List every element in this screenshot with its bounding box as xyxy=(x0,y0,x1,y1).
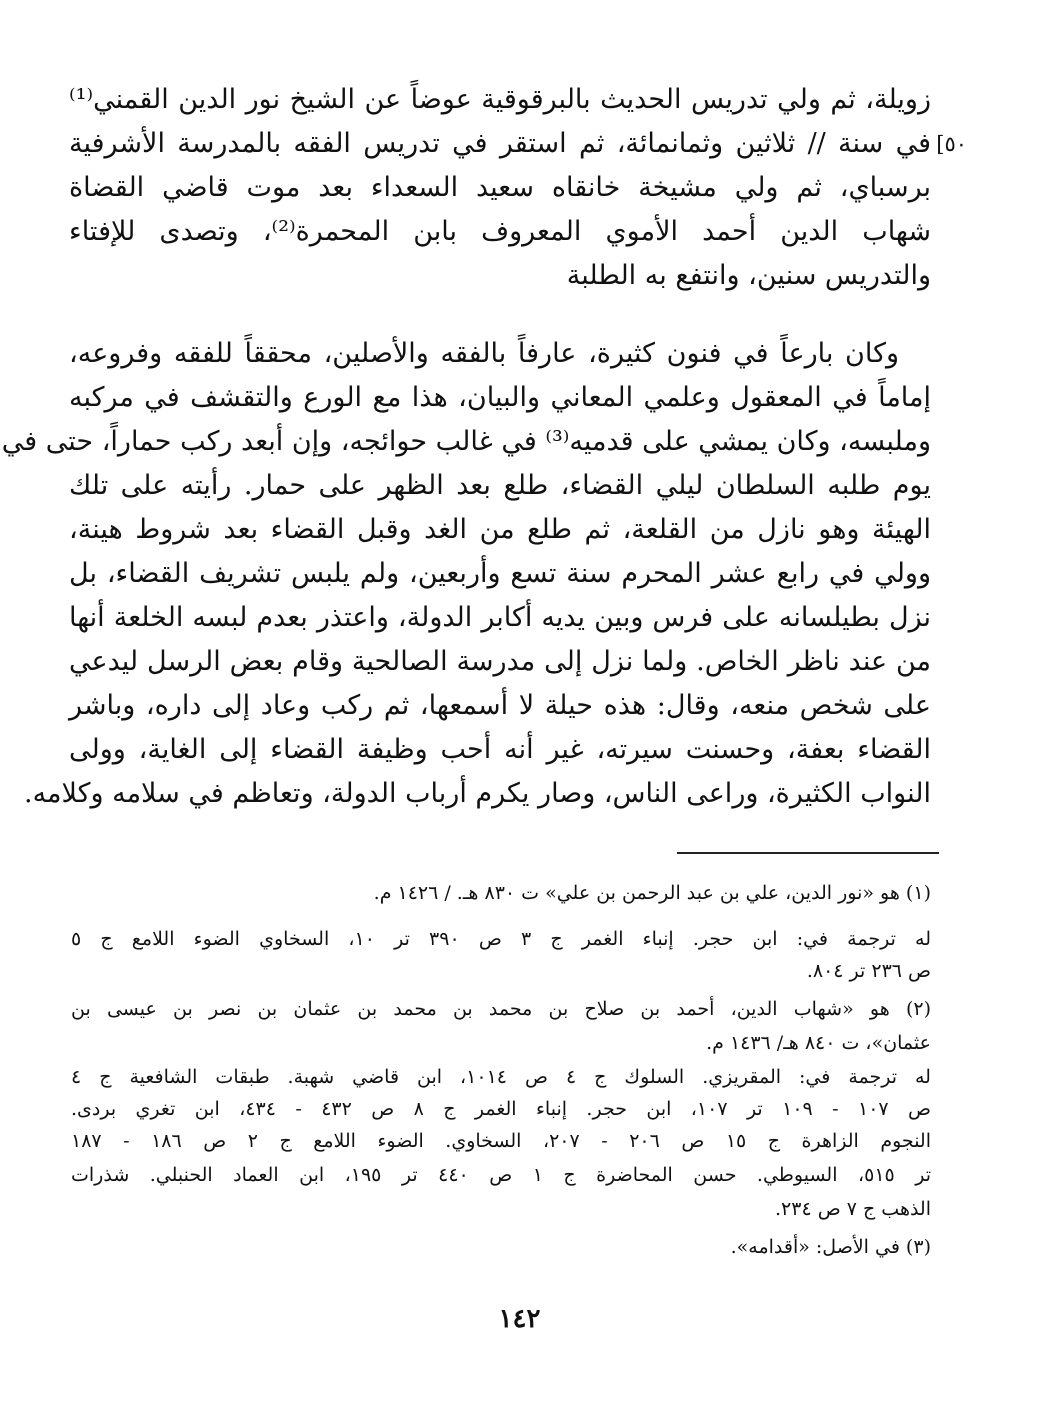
text-line: على شخص منعه، وقال: هذه حيلة لا أسمعها، ثم ركب وعاد إلى داره، وباشر xyxy=(69,690,931,721)
text-line: يوم طلبه السلطان ليلي القضاء، طلع بعد الظهر على حمار. رأيته على تلك xyxy=(69,470,931,501)
footnote-line: (١) هو «نور الدين، علي بن عبد الرحمن بن علي» ت ٨٣٠ هـ. / ١٤٢٦ م. xyxy=(373,882,931,904)
footnote-line: له ترجمة في: ابن حجر. إنباء الغمر ج ٣ ص ٣٩٠ تر ١٠، السخاوي الضوء اللامع ج ٥ xyxy=(71,928,931,950)
text-line: نزل بطيلسانه على فرس وبين يديه أكابر الدولة، واعتذر بعدم لبسه الخلعة أنها xyxy=(69,602,931,633)
footnote-line: الذهب ج ٧ ص ٢٣٤. xyxy=(774,1198,931,1220)
text-line: برسباي، ثم ولي مشيخة خانقاه سعيد السعداء بعد موت قاضي القضاة xyxy=(69,172,931,203)
text-line: وملبسه، وكان يمشي على قدميه⁽³⁾ في غالب حوائجه، وإن أبعد ركب حماراً، حتى في xyxy=(1,426,931,457)
text-line: من عند ناظر الخاص. ولما نزل إلى مدرسة الصالحية وقام بعض الرسل ليدعي xyxy=(69,646,931,677)
text-line: والتدريس سنين، وانتفع به الطلبة xyxy=(566,260,931,291)
text-line: وكان بارعاً في فنون كثيرة، عارفاً بالفقه والأصلين، محققاً للفقه وفروعه، xyxy=(69,338,899,369)
text-line: القضاء بعفة، وحسنت سيرته، غير أنه أحب وظيفة القضاء إلى الغاية، وولى xyxy=(69,734,931,765)
page-number: ١٤٢ xyxy=(498,1304,541,1334)
text-line: في سنة // ثلاثين وثمانمائة، ثم استقر في تدريس الفقه بالمدرسة الأشرفية xyxy=(69,128,931,159)
text-line: إماماً في المعقول وعلمي المعاني والبيان، هذا مع الورع والتقشف في مركبه xyxy=(69,382,931,413)
text-line: زويلة، ثم ولي تدريس الحديث بالبرقوقية عوضاً عن الشيخ نور الدين القمني⁽¹⁾ xyxy=(69,84,931,115)
text-line: شهاب الدين أحمد الأموي المعروف بابن المحمرة⁽²⁾، وتصدى للإفتاء xyxy=(69,216,931,247)
footnote-line: النجوم الزاهرة ج ١٥ ص ٢٠٦ - ٢٠٧، السخاوي. الضوء اللامع ج ٢ ص ١٨٦ - ١٨٧ xyxy=(71,1130,932,1152)
manuscript-folio-marker: [٥٠ xyxy=(936,132,967,156)
footnote-line: ص ٢٣٦ تر ٨٠٤. xyxy=(806,960,931,982)
text-line: الهيئة وهو نازل من القلعة، ثم طلع من الغد وقبل القضاء بعد شروط هينة، xyxy=(69,514,931,545)
text-line: النواب الكثيرة، وراعى الناس، وصار يكرم أرباب الدولة، وتعاظم في سلامه وكلامه. xyxy=(23,778,931,809)
footnote-line: ص ١٠٧ - ١٠٩ تر ١٠٧، ابن حجر. إنباء الغمر ج ٨ ص ٤٣٢ - ٤٣٤، ابن تغري بردى. xyxy=(71,1098,931,1120)
text-line: وولي في رابع عشر المحرم سنة تسع وأربعين، ولم يلبس تشريف القضاء، بل xyxy=(69,558,931,589)
footnote-line: تر ٥١٥، السيوطي. حسن المحاضرة ج ١ ص ٤٤٠ تر ١٩٥، ابن العماد الحنبلي. شذرات xyxy=(71,1164,931,1186)
footnote-divider xyxy=(677,852,939,854)
footnote-line: له ترجمة في: المقريزي. السلوك ج ٤ ص ١٠١٤، ابن قاضي شهبة. طبقات الشافعية ج ٤ xyxy=(71,1066,931,1088)
footnote-line: (٢) هو «شهاب الدين، أحمد بن صلاح بن محمد بن محمد بن عثمان بن نصر بن عيسى بن xyxy=(71,998,931,1020)
footnote-line: (٣) في الأصل: «أقدامه». xyxy=(730,1236,931,1258)
footnote-line: عثمان»، ت ٨٤٠ هـ/ ١٤٣٦ م. xyxy=(706,1032,931,1054)
